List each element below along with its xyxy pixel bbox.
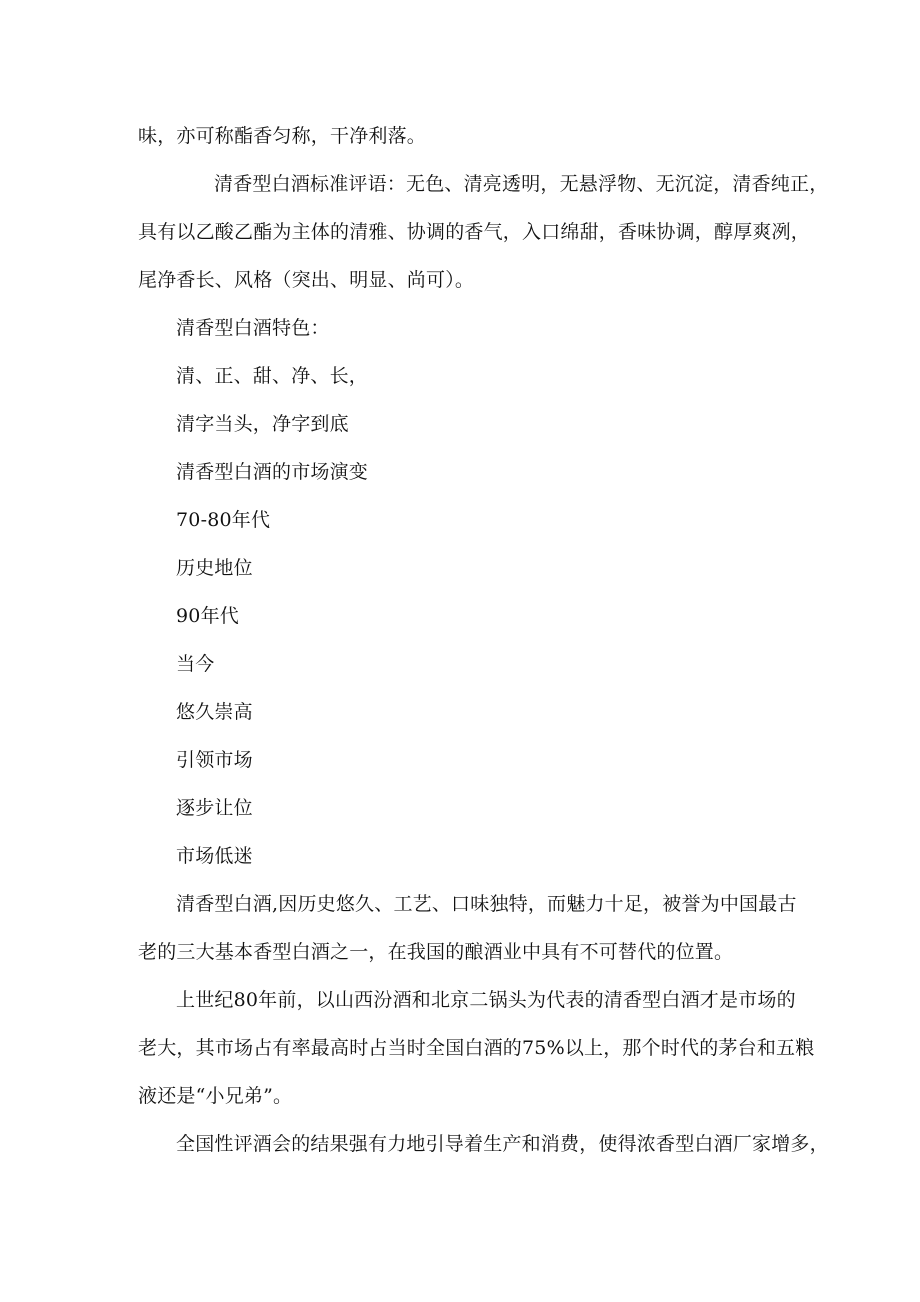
text-line-12: 当今	[176, 653, 215, 675]
text-line-3: 具有以乙酸乙酯为主体的清雅、协调的香气，入口绵甜，香味协调，醇厚爽冽，	[138, 221, 811, 243]
text-line-18: 老的三大基本香型白酒之一，在我国的酿酒业中具有不可替代的位置。	[138, 941, 734, 963]
text-line-1: 味，亦可称酯香匀称，干净利落。	[138, 125, 427, 147]
text-line-2: 清香型白酒标准评语：无色、清亮透明，无悬浮物、无沉淀，清香纯正，	[214, 173, 829, 195]
text-line-4: 尾净香长、风格（突出、明显、尚可）。	[138, 269, 475, 291]
text-line-19: 上世纪80年前，以山西汾酒和北京二锅头为代表的清香型白酒才是市场的	[176, 989, 796, 1011]
text-line-16: 市场低迷	[176, 845, 253, 867]
text-line-17: 清香型白酒,因历史悠久、工艺、口味独特，而魅力十足，被誉为中国最古	[176, 893, 797, 915]
text-line-22: 全国性评酒会的结果强有力地引导着生产和消费，使得浓香型白酒厂家增多，	[176, 1133, 829, 1155]
text-line-13: 悠久崇高	[176, 701, 253, 723]
text-line-10: 历史地位	[176, 557, 253, 579]
text-line-14: 引领市场	[176, 749, 253, 771]
text-line-20: 老大，其市场占有率最高时占当时全国白酒的75%以上，那个时代的茅台和五粮	[138, 1037, 815, 1059]
text-line-6: 清、正、甜、净、长，	[176, 365, 369, 387]
text-line-9: 70-80年代	[176, 509, 271, 531]
text-line-15: 逐步让位	[176, 797, 253, 819]
text-line-21: 液还是“小兄弟”。	[138, 1085, 293, 1107]
section-heading-features: 清香型白酒特色：	[176, 317, 330, 339]
section-heading-market: 清香型白酒的市场演变	[176, 461, 369, 483]
text-line-11: 90年代	[176, 605, 239, 627]
text-line-7: 清字当头，净字到底	[176, 413, 349, 435]
